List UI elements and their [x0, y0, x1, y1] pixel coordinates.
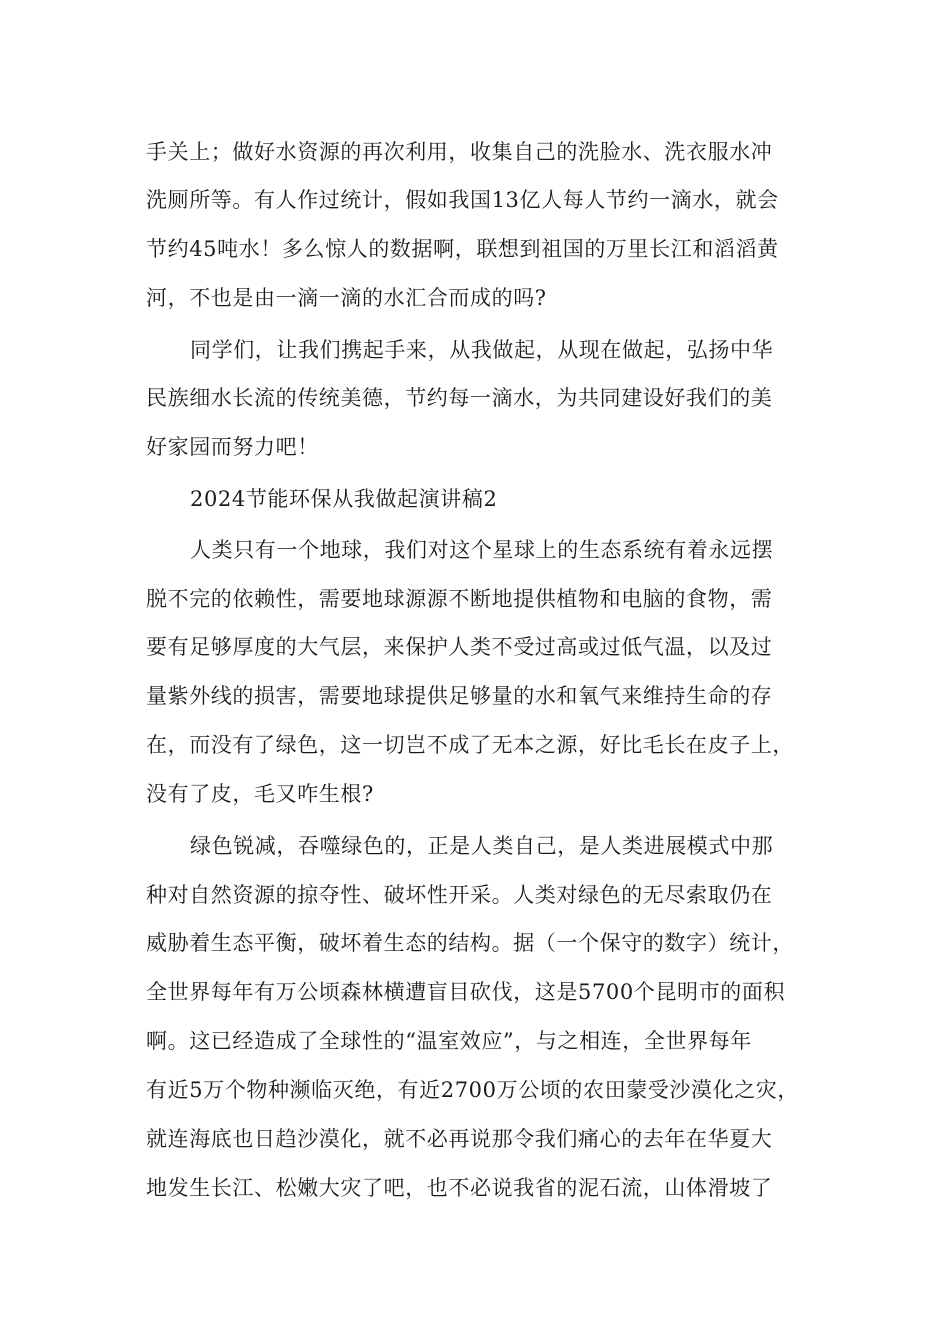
text-line: 洗厕所等。有人作过统计，假如我国13亿人每人节约一滴水，就会 — [146, 188, 779, 212]
text-line: 就连海底也日趋沙漠化，就不必再说那令我们痛心的去年在华夏大 — [146, 1127, 773, 1151]
text-line: 手关上；做好水资源的再次利用，收集自己的洗脸水、洗衣服水冲 — [146, 140, 773, 164]
paragraph-first-line: 人类只有一个地球，我们对这个星球上的生态系统有着永远摆 — [190, 538, 774, 562]
section-heading: 2024节能环保从我做起演讲稿2 — [190, 487, 498, 511]
text-line: 民族细水长流的传统美德，节约每一滴水，为共同建设好我们的美 — [146, 386, 773, 410]
text-line: 河，不也是由一滴一滴的水汇合而成的吗? — [146, 286, 547, 310]
text-line: 威胁着生态平衡，破坏着生态的结构。据（一个保守的数字）统计， — [146, 931, 794, 955]
text-line: 啊。这已经造成了全球性的“温室效应”，与之相连，全世界每年 — [146, 1029, 752, 1053]
paragraph-first-line: 绿色锐减，吞噬绿色的，正是人类自己，是人类进展模式中那 — [190, 834, 774, 858]
text-line: 好家园而努力吧！ — [146, 435, 319, 459]
paragraph-first-line: 同学们，让我们携起手来，从我做起，从现在做起，弘扬中华 — [190, 338, 774, 362]
text-line: 量紫外线的损害，需要地球提供足够量的水和氧气来维持生命的存 — [146, 684, 773, 708]
text-line: 地发生长江、松嫩大灾了吧，也不必说我省的泥石流，山体滑坡了 — [146, 1176, 773, 1200]
text-line: 没有了皮，毛又咋生根? — [146, 782, 374, 806]
text-line: 要有足够厚度的大气层，来保护人类不受过高或过低气温，以及过 — [146, 635, 773, 659]
text-line: 全世界每年有万公顷森林横遭盲目砍伐，这是5700个昆明市的面积 — [146, 980, 786, 1004]
text-line: 脱不完的依赖性，需要地球源源不断地提供植物和电脑的食物，需 — [146, 587, 773, 611]
text-line: 有近5万个物种濒临灭绝，有近2700万公顷的农田蒙受沙漠化之灾， — [146, 1078, 800, 1102]
text-line: 在，而没有了绿色，这一切岂不成了无本之源，好比毛长在皮子上， — [146, 733, 794, 757]
text-line: 节约45吨水！多么惊人的数据啊，联想到祖国的万里长江和滔滔黄 — [146, 237, 779, 261]
text-line: 种对自然资源的掠夺性、破坏性开采。人类对绿色的无尽索取仍在 — [146, 883, 773, 907]
